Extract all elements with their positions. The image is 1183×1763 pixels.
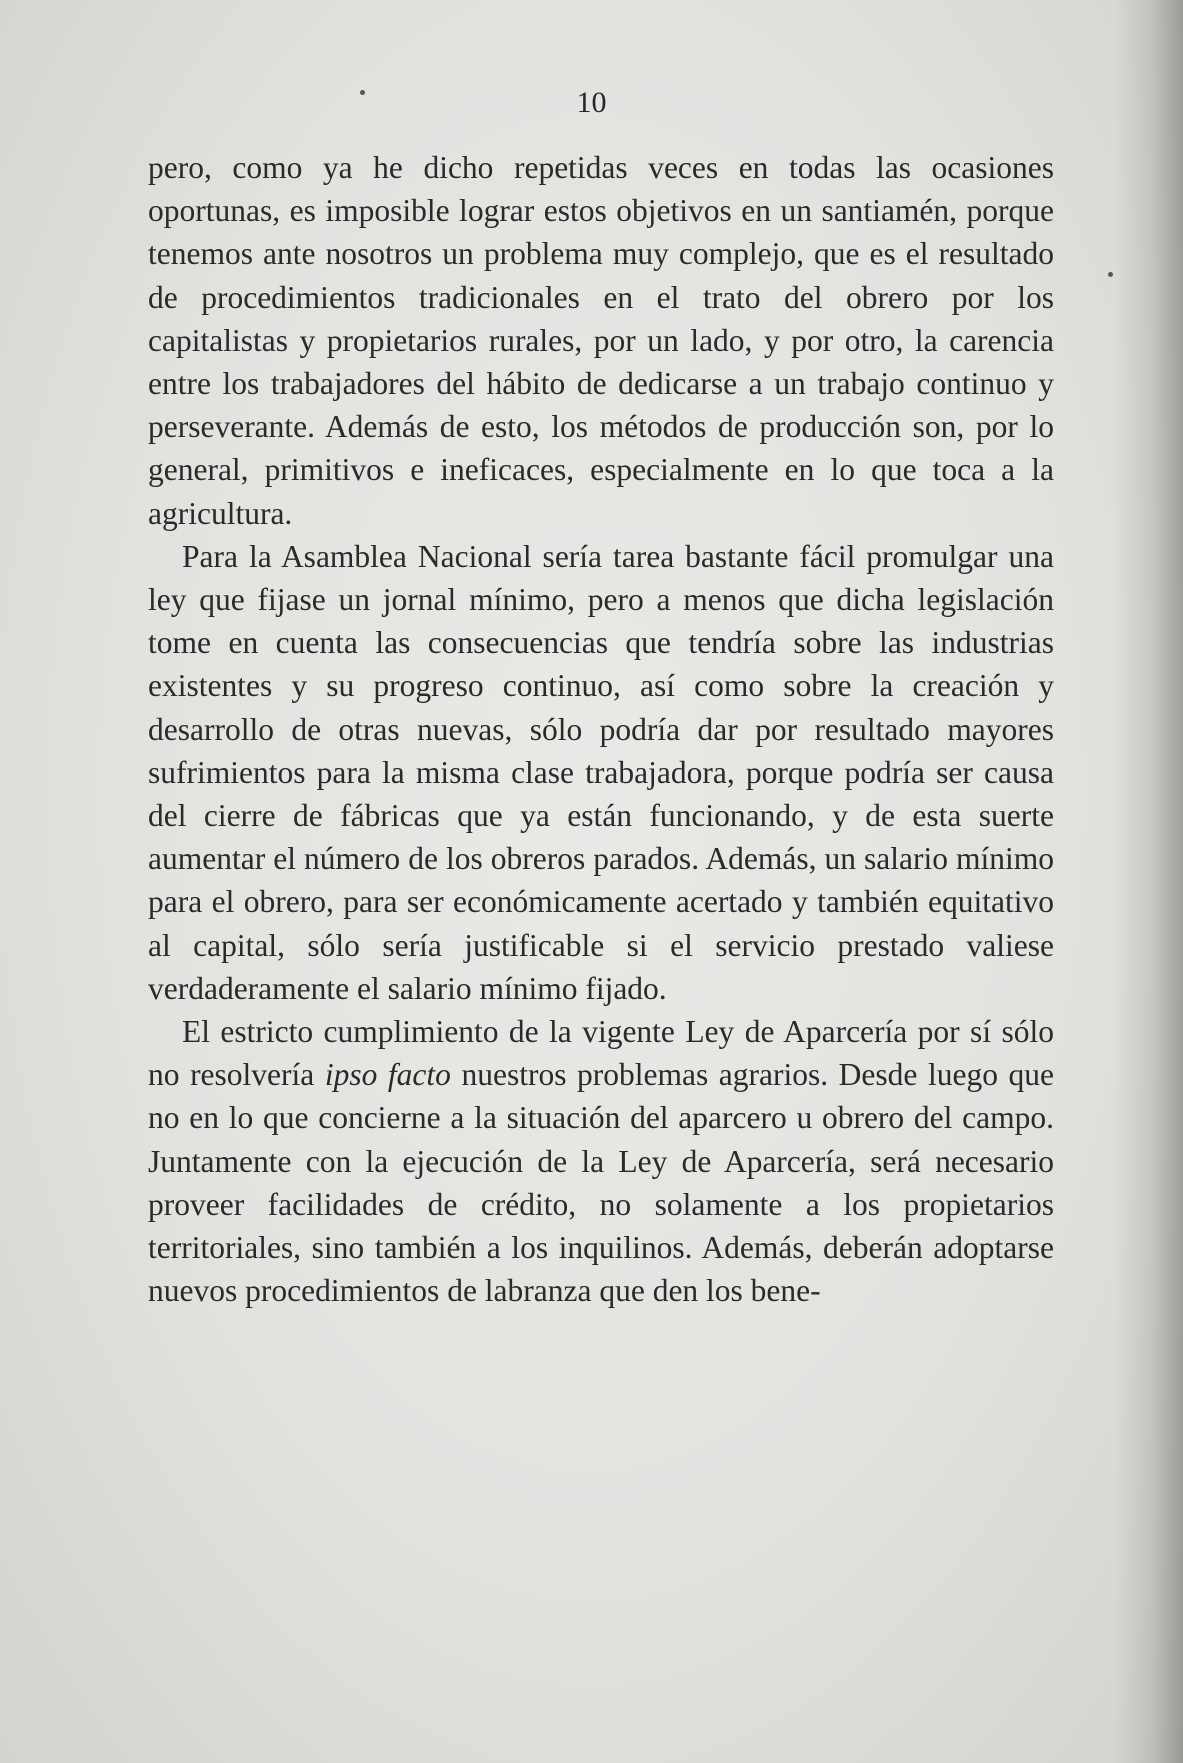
- paragraph-3-text-before: El estricto cumplimiento de la vigente Ley de Aparcería por sí sólo no resolvería: [148, 1014, 1054, 1093]
- paragraph-2: Para la Asamblea Nacional sería tarea bastante fácil promulgar una ley que fijase un jornal mínimo, pero a menos que dicha legislación tome en cuenta las consecuencias que tendría sobre las industrias existentes y su progreso continuo, así como sobre la creación y desarrollo de otras nuevas, sólo podría dar por resultado mayores sufrimientos para la misma clase trabajadora, porque podría ser causa del cierre de fábricas que ya están funcionando, y de esta suerte aumentar el número de los obreros parados. Además, un salario mínimo para el obrero, para ser económicamente acertado y también equitativo al capital, sólo sería justificable si el servicio prestado valiese verdaderamente el salario mínimo fijado.: [148, 538, 1054, 1006]
- paragraph-3: [148, 1010, 1054, 1312]
- paragraph-3-text-after: nuestros problemas agrarios. Desde luego que no en lo que concierne a la situación del aparcero u obrero del campo. Juntamente con la ejecución de la Ley de Aparcería, será necesario proveer facilidades de crédito, no solamente a los propietarios territoriales, sino también a los inquilinos. Además, deberán adoptarse nuevos procedimientos de labranza que den los bene-: [148, 1057, 1055, 1309]
- body-text: [148, 146, 1054, 1312]
- speck: [1108, 272, 1113, 277]
- paragraph-3-italic-phrase: ipso facto: [324, 1057, 451, 1093]
- page-number: 10: [576, 86, 607, 119]
- paragraph-1: pero, como ya he dicho repetidas veces en todas las ocasiones oportunas, es imposible lograr estos objetivos en un santiamén, porque tenemos ante nosotros un problema muy complejo, que es el resultado de procedimientos tradicionales en el trato del obrero por los capitalistas y propietarios rurales, por un lado, y por otro, la carencia entre los trabajadores del hábito de dedicarse a un trabajo continuo y perseverante. Además de esto, los métodos de producción son, por lo general, primitivos e ineficaces, especialmente en lo que toca a la agricultura.: [148, 150, 1054, 531]
- binding-shadow: [1113, 0, 1183, 1763]
